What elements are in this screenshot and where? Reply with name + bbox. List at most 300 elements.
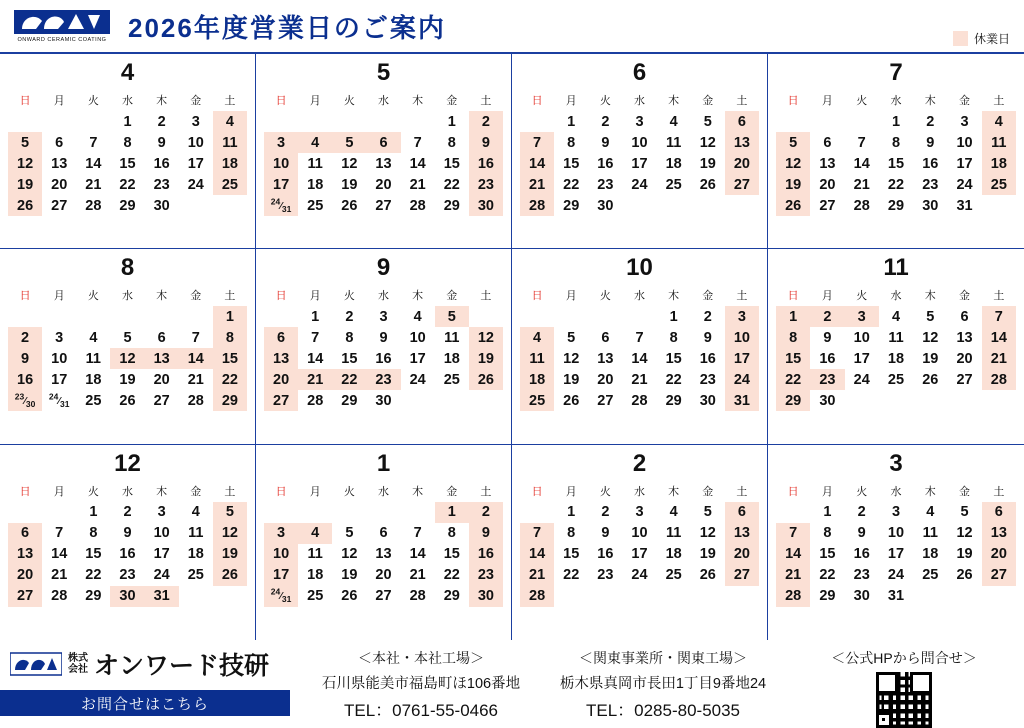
empty-day <box>982 390 1016 411</box>
day-cell: 1 <box>123 113 132 130</box>
weekday-header: 土 <box>736 95 748 107</box>
day-cell: 26 <box>341 197 358 214</box>
day-cell: 2 <box>857 504 866 521</box>
week-row <box>8 390 247 411</box>
day-cell: 2 <box>469 502 503 523</box>
day-cell: 12 <box>699 134 716 151</box>
day-cell: 9 <box>703 329 712 346</box>
week-row <box>520 306 759 327</box>
day-cell: 23 <box>853 567 870 584</box>
week-row <box>776 195 1016 216</box>
day-cell: 13 <box>145 348 179 369</box>
weekday-header: 月 <box>53 290 65 303</box>
weekday-header: 火 <box>599 290 611 303</box>
day-cell: 6 <box>379 525 388 542</box>
month-cell-2 <box>512 445 768 640</box>
day-cell: 6 <box>960 308 969 325</box>
contact-bar-button[interactable]: お問合せはこちら <box>0 690 290 716</box>
weekday-header: 火 <box>343 95 355 107</box>
day-cell: 12 <box>776 153 810 174</box>
week-row <box>520 586 759 607</box>
weekday-header: 水 <box>633 485 645 498</box>
weekday-header: 月 <box>309 290 321 303</box>
empty-day <box>366 502 400 523</box>
day-cell: 30 <box>853 588 870 605</box>
day-cell: 29 <box>665 392 682 409</box>
month-table <box>776 481 1016 607</box>
day-cell: 13 <box>982 523 1016 544</box>
weekday-header: 木 <box>924 485 936 498</box>
day-cell: 17 <box>725 348 759 369</box>
day-cell: 27 <box>51 197 68 214</box>
day-cell: 3 <box>891 504 901 521</box>
weekday-header-row <box>8 90 247 111</box>
week-row <box>264 111 503 132</box>
office-title: ＜関東事業所・関東工場＞ <box>579 650 747 666</box>
month-cell-7 <box>768 54 1024 249</box>
footer-corp-prefix <box>68 653 88 675</box>
week-row <box>264 327 503 348</box>
day-cell: 17 <box>187 155 204 172</box>
day-cell: 8 <box>213 327 247 348</box>
day-cell: 11 <box>85 350 102 367</box>
day-cell: 30 <box>922 197 939 214</box>
day-cell: 9 <box>823 329 832 346</box>
day-cell: 22 <box>665 371 682 388</box>
day-cell: 7 <box>191 329 200 346</box>
day-cell: 12 <box>213 523 247 544</box>
day-cell: 5 <box>567 329 576 346</box>
day-cell: 18 <box>443 350 460 367</box>
day-cell: 16 <box>375 350 392 367</box>
weekday-header: 火 <box>343 290 355 303</box>
day-cell: 26 <box>956 567 973 584</box>
day-cell: 3 <box>157 504 166 521</box>
day-cell: 1 <box>311 308 320 325</box>
week-row <box>520 195 759 216</box>
month-cell-10 <box>512 249 768 444</box>
day-cell: 15 <box>665 350 682 367</box>
week-row <box>520 174 759 195</box>
empty-day <box>520 306 554 327</box>
day-cell: 5 <box>123 329 132 346</box>
empty-day <box>520 111 554 132</box>
day-cell: 15 <box>85 546 102 563</box>
day-cell: 18 <box>665 155 682 172</box>
day-cell: 21 <box>776 565 810 586</box>
empty-day <box>588 586 622 607</box>
day-cell: 24 <box>631 176 648 193</box>
day-cell: 16 <box>153 155 170 172</box>
day-cell: 5 <box>703 113 712 130</box>
empty-day <box>264 502 298 523</box>
week-row <box>8 195 247 216</box>
day-cell: 2 <box>345 308 354 325</box>
week-row <box>264 544 503 565</box>
day-cell: 29 <box>563 197 580 214</box>
weekday-header: 木 <box>412 95 424 107</box>
empty-day <box>469 306 503 327</box>
month-table <box>264 481 503 607</box>
day-cell: 28 <box>409 197 426 214</box>
legend-holiday-swatch <box>953 31 968 46</box>
day-cell: 8 <box>567 525 576 542</box>
day-cell: 6 <box>725 502 759 523</box>
weekday-header: 月 <box>309 95 321 107</box>
day-cell: 18 <box>85 371 102 388</box>
weekday-header: 土 <box>480 290 492 303</box>
week-row <box>520 565 759 586</box>
day-cell: 2 <box>157 113 166 130</box>
day-cell: 20 <box>8 565 42 586</box>
day-cell: 13 <box>8 544 42 565</box>
week-row <box>8 523 247 544</box>
day-cell: 4 <box>413 308 422 325</box>
footer-company-name: オンワード技研 <box>94 653 270 680</box>
day-cell: 20 <box>982 544 1016 565</box>
week-row <box>776 111 1016 132</box>
day-cell: 12 <box>341 155 358 172</box>
day-cell: 6 <box>601 329 610 346</box>
day-cell: 8 <box>891 134 901 151</box>
day-cell: 1 <box>89 504 98 521</box>
day-label-double: $^{24}⁄_{31}$ <box>48 391 70 409</box>
month-cell-4 <box>0 54 256 249</box>
day-cell: 26 <box>922 371 939 388</box>
day-cell: 4 <box>89 329 98 346</box>
weekday-header: 月 <box>821 290 833 303</box>
day-cell: 15 <box>341 350 358 367</box>
empty-day <box>810 111 844 132</box>
week-row <box>8 544 247 565</box>
day-cell: 16 <box>469 153 503 174</box>
weekday-header: 水 <box>377 485 389 498</box>
day-cell: 27 <box>153 392 170 409</box>
weekday-header: 水 <box>121 485 133 498</box>
day-cell: 8 <box>89 525 98 542</box>
empty-day <box>622 195 656 216</box>
day-cell: 10 <box>409 329 426 346</box>
day-cell: 10 <box>631 134 648 151</box>
empty-day <box>776 111 810 132</box>
day-cell: 28 <box>409 588 426 605</box>
day-cell: 6 <box>55 134 64 151</box>
day-cell: 9 <box>601 525 610 542</box>
day-cell: 19 <box>8 174 42 195</box>
day-cell: 7 <box>982 306 1016 327</box>
day-cell: 3 <box>55 329 64 346</box>
day-cell: 23 <box>469 565 503 586</box>
day-cell: 24 <box>956 176 973 193</box>
weekday-header-row <box>8 285 247 306</box>
day-cell: 2 <box>123 504 132 521</box>
week-row <box>8 306 247 327</box>
month-number: 7 <box>889 59 903 86</box>
day-cell: 23 <box>366 369 400 390</box>
day-cell: 3 <box>264 523 298 544</box>
empty-day <box>913 390 947 411</box>
day-cell: 24 <box>153 567 170 584</box>
weekday-header: 火 <box>856 290 868 303</box>
day-cell: 23 <box>469 174 503 195</box>
day-cell: 15 <box>119 155 136 172</box>
day-cell: 15 <box>213 348 247 369</box>
weekday-header: 月 <box>309 485 321 498</box>
day-cell: 17 <box>631 546 648 563</box>
month-number: 3 <box>889 449 903 477</box>
day-cell: 26 <box>8 195 42 216</box>
weekday-header: 火 <box>87 95 99 107</box>
weekday-header: 土 <box>224 95 236 107</box>
day-cell: 24 <box>887 567 905 584</box>
day-cell: 18 <box>520 369 554 390</box>
empty-day <box>264 111 298 132</box>
week-row <box>776 586 1016 607</box>
day-cell: 10 <box>956 134 973 151</box>
day-cell: 5 <box>8 132 42 153</box>
day-cell: 24 <box>853 371 870 388</box>
weekday-header: 金 <box>959 485 971 498</box>
day-cell: 25 <box>187 567 204 584</box>
day-cell: 21 <box>409 567 426 584</box>
day-cell: 13 <box>725 523 759 544</box>
day-cell: 1 <box>823 504 832 521</box>
month-table <box>264 90 503 216</box>
day-cell: 17 <box>264 174 298 195</box>
day-cell: 29 <box>819 588 836 605</box>
day-cell: 22 <box>563 176 580 193</box>
empty-day <box>332 111 366 132</box>
day-cell: 1 <box>435 502 469 523</box>
day-cell: 29 <box>776 390 810 411</box>
empty-day <box>554 586 588 607</box>
empty-day <box>725 586 759 607</box>
empty-day <box>947 390 981 411</box>
day-cell: 14 <box>776 544 810 565</box>
day-cell: 20 <box>725 544 759 565</box>
day-cell: 29 <box>85 588 102 605</box>
week-row <box>264 132 503 153</box>
empty-day <box>8 502 42 523</box>
day-cell: 21 <box>298 369 332 390</box>
day-cell: 25 <box>307 588 324 605</box>
day-cell: 20 <box>51 176 68 193</box>
hp-qr-block <box>784 640 1024 726</box>
day-cell: 27 <box>375 197 392 214</box>
day-cell: 3 <box>845 306 879 327</box>
month-table <box>264 285 503 411</box>
day-cell: 3 <box>725 306 759 327</box>
day-cell: 15 <box>776 348 810 369</box>
week-row <box>776 174 1016 195</box>
day-cell: 22 <box>119 176 136 193</box>
day-cell: 16 <box>853 546 870 563</box>
week-row <box>520 153 759 174</box>
day-cell: 28 <box>520 586 554 607</box>
week-row <box>8 327 247 348</box>
weekday-header: 日 <box>787 485 799 498</box>
empty-day <box>264 306 298 327</box>
day-cell: 26 <box>699 176 716 193</box>
weekday-header: 木 <box>924 95 936 107</box>
day-cell: 7 <box>311 329 320 346</box>
day-label-double: $^{23}⁄_{30}$ <box>14 391 36 409</box>
day-cell: 3 <box>635 504 644 521</box>
day-cell: 9 <box>379 329 388 346</box>
empty-day <box>657 195 691 216</box>
day-cell: 23 <box>699 371 716 388</box>
weekday-header: 金 <box>446 485 458 498</box>
day-cell: 20 <box>819 176 836 193</box>
footer-logo-icon <box>10 651 62 677</box>
month-number: 1 <box>376 449 391 477</box>
day-cell: 12 <box>563 350 580 367</box>
office-address: 栃木県真岡市長田1丁目9番地24 <box>559 676 767 692</box>
day-cell: 2 <box>8 327 42 348</box>
weekday-header: 日 <box>787 290 799 303</box>
day-cell: 20 <box>375 567 392 584</box>
day-cell: 13 <box>956 329 973 346</box>
day-cell: 16 <box>922 155 939 172</box>
day-cell: 19 <box>699 155 716 172</box>
week-row <box>264 586 503 607</box>
day-cell: 20 <box>264 369 298 390</box>
empty-day <box>298 502 332 523</box>
empty-day <box>622 306 656 327</box>
corp-line-2: 会社 <box>68 664 88 675</box>
empty-day <box>42 502 76 523</box>
weekday-header: 金 <box>959 95 971 107</box>
day-cell: 12 <box>110 348 144 369</box>
day-cell: 28 <box>51 588 68 605</box>
month-number: 5 <box>376 59 391 86</box>
month-number: 2 <box>632 449 647 477</box>
day-cell: 30 <box>597 197 614 214</box>
month-number: 9 <box>376 254 391 282</box>
day-cell: 30 <box>469 195 503 216</box>
weekday-header: 火 <box>856 95 868 107</box>
weekday-header: 土 <box>993 290 1005 303</box>
office-address: 石川県能美市福島町ほ106番地 <box>321 676 521 692</box>
header <box>0 0 1024 54</box>
day-cell: 4 <box>520 327 554 348</box>
day-cell: 23 <box>153 176 170 193</box>
week-row <box>520 111 759 132</box>
day-cell: 20 <box>375 176 392 193</box>
day-cell: 7 <box>520 132 554 153</box>
logo-mark-icon <box>14 9 110 35</box>
day-cell: 12 <box>469 327 503 348</box>
weekday-header: 日 <box>19 290 31 303</box>
empty-day <box>725 195 759 216</box>
weekday-header: 金 <box>190 290 202 303</box>
day-cell: 22 <box>563 567 580 584</box>
week-row <box>264 195 503 216</box>
month-cell-6 <box>512 54 768 249</box>
weekday-header-row <box>264 285 503 306</box>
day-cell: 14 <box>631 350 648 367</box>
empty-day <box>401 502 435 523</box>
month-cell-3 <box>768 445 1024 640</box>
day-cell: 9 <box>8 348 42 369</box>
weekday-header: 日 <box>531 95 543 107</box>
company-logo <box>6 4 118 48</box>
empty-day <box>179 195 213 216</box>
empty-day <box>657 586 691 607</box>
day-cell: 23 <box>922 176 939 193</box>
day-cell: 29 <box>887 197 905 214</box>
day-cell: 13 <box>375 546 392 563</box>
day-cell: 31 <box>145 586 179 607</box>
week-row <box>776 153 1016 174</box>
day-cell <box>8 390 42 411</box>
weekday-header: 日 <box>19 95 31 107</box>
month-number: 12 <box>114 449 141 477</box>
day-cell: 6 <box>366 132 400 153</box>
weekday-header-row <box>520 285 759 306</box>
day-cell: 25 <box>982 174 1016 195</box>
day-label-double: $^{24}⁄_{31}$ <box>270 196 292 214</box>
day-cell: 12 <box>699 525 716 542</box>
weekday-header-row <box>520 90 759 111</box>
weekday-header: 金 <box>446 290 458 303</box>
weekday-header-row <box>264 481 503 502</box>
day-cell: 8 <box>669 329 678 346</box>
day-cell: 24 <box>409 371 426 388</box>
day-cell: 4 <box>982 111 1016 132</box>
empty-day <box>298 111 332 132</box>
day-cell: 23 <box>597 567 614 584</box>
day-cell: 14 <box>982 327 1016 348</box>
legend-holiday-label: 休業日 <box>973 32 1010 46</box>
day-cell: 11 <box>213 132 247 153</box>
week-row <box>8 565 247 586</box>
empty-day <box>8 111 42 132</box>
month-number: 11 <box>883 254 909 282</box>
day-cell <box>264 586 298 607</box>
day-cell: 9 <box>469 132 503 153</box>
weekday-header: 火 <box>87 290 99 303</box>
week-row <box>520 132 759 153</box>
week-row <box>8 502 247 523</box>
day-cell: 5 <box>435 306 469 327</box>
empty-day <box>691 195 725 216</box>
qr-code-icon[interactable] <box>876 672 932 728</box>
day-cell: 14 <box>307 350 324 367</box>
empty-day <box>76 306 110 327</box>
day-cell: 8 <box>447 134 456 151</box>
day-cell: 21 <box>853 176 870 193</box>
weekday-header: 水 <box>377 95 389 107</box>
day-cell: 30 <box>819 392 836 409</box>
day-cell: 13 <box>51 155 68 172</box>
day-cell: 14 <box>85 155 102 172</box>
weekday-header: 月 <box>821 485 833 498</box>
day-cell: 30 <box>110 586 144 607</box>
month-number: 8 <box>120 254 135 282</box>
month-table <box>520 285 759 411</box>
day-label-double: $^{24}⁄_{31}$ <box>270 586 292 605</box>
day-cell: 11 <box>444 329 460 346</box>
day-cell: 28 <box>853 197 870 214</box>
day-cell: 6 <box>264 327 298 348</box>
day-cell: 21 <box>520 565 554 586</box>
day-cell: 22 <box>213 369 247 390</box>
empty-day <box>213 195 247 216</box>
weekday-header: 土 <box>736 290 748 303</box>
weekday-header: 土 <box>736 485 748 498</box>
week-row <box>776 502 1016 523</box>
